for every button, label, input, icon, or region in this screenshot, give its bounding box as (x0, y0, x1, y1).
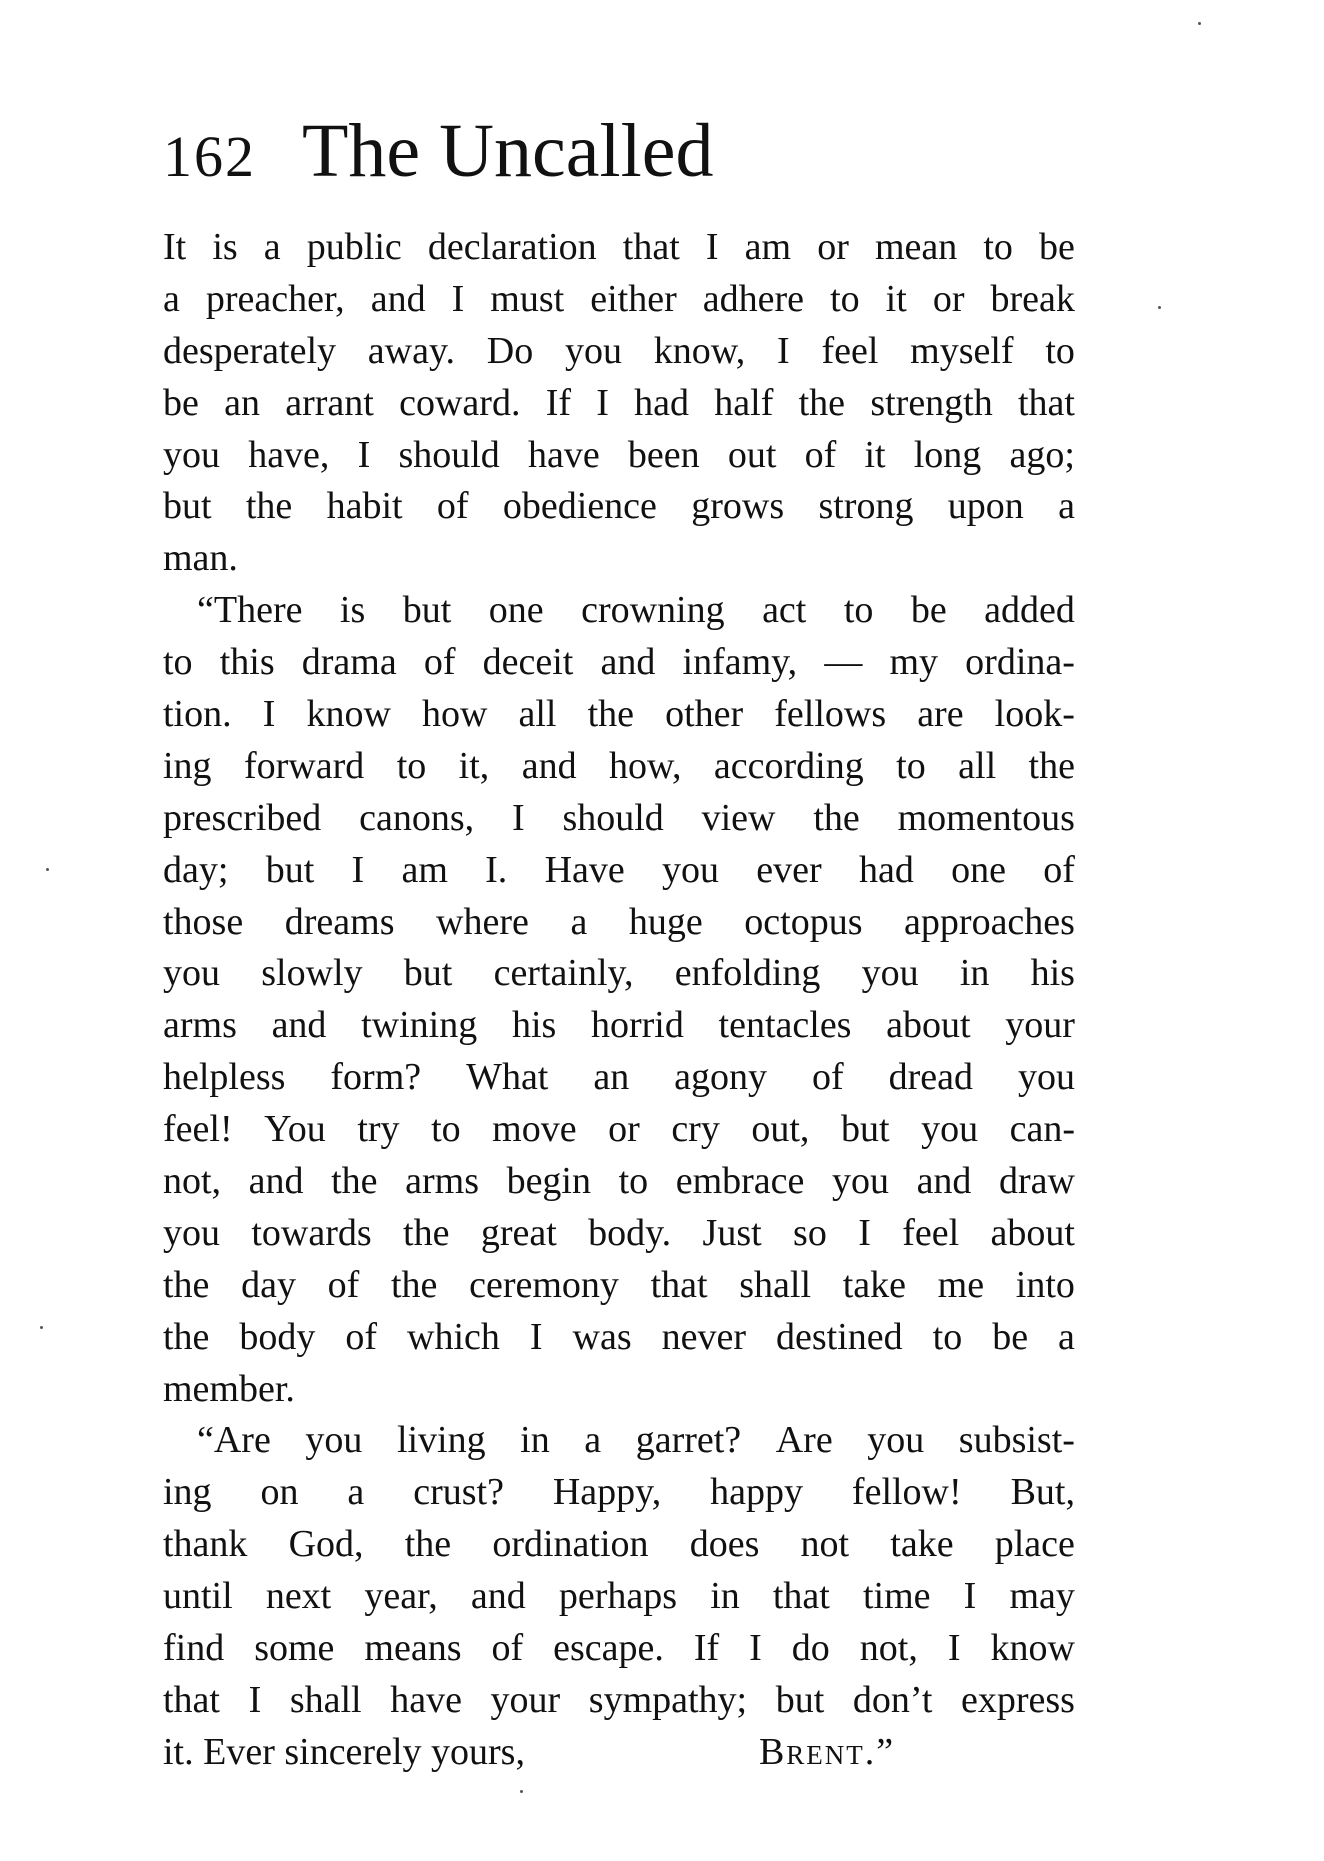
word: in (710, 1575, 740, 1618)
word: of (327, 1263, 360, 1306)
text-line (163, 1052, 1075, 1104)
word: been (627, 433, 700, 476)
text-line (163, 1260, 1075, 1312)
word: draw (999, 1160, 1075, 1203)
word: some (254, 1627, 335, 1670)
word: don’t (852, 1678, 933, 1721)
word: on (260, 1471, 299, 1514)
word: crust? (413, 1471, 504, 1514)
word: Are (775, 1419, 833, 1462)
text-line (163, 845, 1075, 897)
word: obedience (502, 485, 657, 528)
word: half (714, 381, 774, 424)
word: be (163, 381, 199, 424)
word: upon (947, 485, 1024, 528)
word: you (831, 1160, 889, 1203)
text-line (163, 222, 1075, 274)
word: agony (674, 1056, 768, 1099)
word: declaration (427, 226, 597, 268)
word: the (813, 796, 860, 839)
word: not, (163, 1160, 222, 1203)
word: and (470, 1575, 526, 1618)
word: coward. (399, 381, 521, 424)
word: are (917, 693, 964, 736)
word: until (163, 1575, 233, 1618)
word: according (713, 744, 864, 787)
word: but (163, 485, 212, 528)
word: you (163, 1211, 220, 1254)
word: canons, (359, 796, 475, 839)
word: so (793, 1211, 827, 1254)
word: where (436, 900, 529, 943)
word: to (618, 1160, 649, 1203)
running-title: The Uncalled (302, 109, 714, 193)
word: you (867, 1419, 925, 1462)
text-line (163, 1156, 1075, 1208)
word: take (842, 1263, 906, 1306)
word: does (689, 1523, 760, 1566)
word: helpless (163, 1056, 286, 1099)
text-line (163, 1415, 1075, 1467)
word: I (511, 796, 525, 839)
word: a (570, 900, 588, 943)
word: God, (288, 1523, 364, 1566)
word: an (224, 381, 260, 424)
word: What (466, 1056, 549, 1099)
word: this (219, 641, 275, 684)
word: of (491, 1627, 524, 1670)
word: of (804, 433, 837, 476)
word: place (994, 1523, 1075, 1566)
word: of (1043, 848, 1075, 891)
word: those (163, 900, 244, 943)
word: shall (289, 1678, 362, 1721)
word: either (590, 277, 677, 320)
word: his (1030, 952, 1075, 995)
word: you (305, 1419, 363, 1462)
word: me (937, 1263, 985, 1306)
word: means (364, 1627, 462, 1670)
word: your (1005, 1004, 1075, 1047)
word: break (990, 277, 1075, 320)
word: ago; (1009, 433, 1075, 476)
signature: Brent.” (758, 1730, 896, 1773)
word: myself (910, 329, 1014, 372)
word: you (163, 433, 220, 476)
word: and (916, 1160, 972, 1203)
word: to (896, 744, 926, 787)
word: If (693, 1627, 720, 1670)
word: momentous (897, 796, 1075, 839)
word: day (241, 1263, 296, 1306)
word: I (357, 433, 371, 476)
word: form? (330, 1056, 422, 1099)
word: I (963, 1575, 977, 1618)
word: escape. (553, 1627, 664, 1670)
word: crowning (581, 589, 725, 632)
word: but (265, 848, 315, 891)
word: am (401, 848, 448, 891)
word: that (1018, 381, 1075, 424)
word: subsist- (958, 1419, 1075, 1462)
word: horrid (590, 1004, 684, 1047)
word: sympathy; (588, 1678, 748, 1721)
word: cry (671, 1108, 720, 1151)
word: move (492, 1108, 577, 1151)
word: But, (1010, 1471, 1075, 1514)
word: express (960, 1678, 1075, 1721)
word: ing (163, 744, 212, 787)
word: garret? (635, 1419, 742, 1462)
word: how (421, 693, 488, 736)
word: be (1039, 226, 1075, 268)
word: his (511, 1004, 557, 1047)
word: and (521, 744, 577, 787)
word: arms (405, 1160, 479, 1203)
word: ceremony (469, 1263, 619, 1306)
word: huge (628, 900, 703, 943)
word: an (593, 1056, 630, 1099)
word: I (451, 277, 465, 320)
word: had (634, 381, 690, 424)
word: and (248, 1160, 304, 1203)
word: and (370, 277, 426, 320)
word: day; (163, 848, 229, 891)
word: to (431, 1108, 461, 1151)
word: a (263, 226, 281, 268)
word: fellows (774, 693, 887, 736)
word: shall (739, 1263, 812, 1306)
word: strong (818, 485, 914, 528)
word: that (163, 1678, 220, 1721)
word: of (345, 1315, 378, 1358)
word: not, (859, 1627, 918, 1670)
word: and (271, 1004, 327, 1047)
word: should (562, 796, 664, 839)
word: I (749, 1627, 762, 1670)
word: into (1015, 1263, 1075, 1306)
word: and (600, 641, 656, 684)
word: “Are (197, 1419, 271, 1462)
word: embrace (675, 1160, 805, 1203)
page-number: 162 (163, 124, 256, 189)
word: I. (485, 848, 508, 891)
closing-text: it. Ever sincerely yours, (163, 1730, 525, 1773)
word: the (403, 1211, 450, 1254)
text-line (163, 741, 1075, 793)
word: “There (197, 589, 303, 632)
text-line (163, 274, 1075, 326)
word: you (1017, 1056, 1075, 1099)
word: adhere (702, 277, 805, 320)
word: infamy, (682, 641, 798, 684)
word: the (331, 1160, 378, 1203)
body-text (163, 222, 1075, 1779)
word: you (861, 952, 919, 995)
word: of (423, 641, 456, 684)
text-line (163, 1519, 1075, 1571)
word: I (248, 1678, 262, 1721)
word: that (772, 1575, 830, 1618)
text-line (163, 481, 1075, 533)
text-line (163, 1000, 1075, 1052)
word: approaches (904, 900, 1075, 943)
word: arms (163, 1004, 237, 1047)
word: certainly, (493, 952, 634, 995)
word: the (163, 1315, 210, 1358)
word: or (932, 277, 965, 320)
word: to (843, 589, 874, 632)
text-line (163, 1571, 1075, 1623)
word: should (398, 433, 500, 476)
word: feel (821, 329, 879, 372)
word: I (351, 848, 365, 891)
word: try (357, 1108, 400, 1151)
word: know (306, 693, 391, 736)
word: or (817, 226, 849, 268)
text-line: man. (163, 537, 238, 580)
word: find (163, 1627, 225, 1670)
word: I (529, 1315, 543, 1358)
word: tion. (163, 693, 232, 736)
word: it (864, 433, 886, 476)
text-line (163, 1208, 1075, 1260)
word: body (239, 1315, 316, 1358)
word: happy (710, 1471, 803, 1514)
word: is (212, 226, 238, 268)
word: Happy, (552, 1471, 662, 1514)
text-line (163, 637, 1075, 689)
word: is (339, 589, 366, 632)
word: time (862, 1575, 931, 1618)
word: a (1058, 1315, 1075, 1358)
word: next (265, 1575, 332, 1618)
word: or (608, 1108, 640, 1151)
word: octopus (744, 900, 863, 943)
word: be (992, 1315, 1029, 1358)
word: habit (326, 485, 403, 528)
word: a (163, 277, 180, 320)
word: body. (588, 1211, 672, 1254)
word: the (245, 485, 293, 528)
word: have (528, 433, 600, 476)
word: Just (702, 1211, 762, 1254)
word: If (545, 381, 572, 424)
word: I (947, 1627, 961, 1670)
word: am (744, 226, 792, 268)
text-line (163, 793, 1075, 845)
word: take (890, 1523, 954, 1566)
word: — (824, 641, 863, 684)
word: all (958, 744, 997, 787)
text-line (163, 689, 1075, 741)
word: was (572, 1315, 632, 1358)
word: you (163, 952, 220, 995)
word: one (488, 589, 544, 632)
word: I (858, 1211, 871, 1254)
word: know, (653, 329, 746, 372)
word: fellow! (851, 1471, 962, 1514)
text-line (163, 326, 1075, 378)
word: the (163, 1263, 210, 1306)
word: Do (486, 329, 534, 372)
text-line (163, 1467, 1075, 1519)
word: to (983, 226, 1013, 268)
text-line (163, 1675, 1075, 1727)
word: other (665, 693, 744, 736)
closing-line (163, 1727, 1075, 1779)
word: the (798, 381, 846, 424)
word: arrant (285, 381, 374, 424)
word: one (951, 848, 1006, 891)
word: be (910, 589, 947, 632)
word: long (913, 433, 982, 476)
word: act (762, 589, 807, 632)
word: can- (1009, 1108, 1075, 1151)
text-line (163, 1623, 1075, 1675)
word: I (262, 693, 276, 736)
word: It (163, 226, 187, 268)
word: thank (163, 1523, 248, 1566)
scan-speck (40, 1326, 43, 1329)
word: great (480, 1211, 557, 1254)
text-line (163, 1312, 1075, 1364)
word: a (584, 1419, 602, 1462)
word: view (701, 796, 776, 839)
word: the (404, 1523, 452, 1566)
word: to (830, 277, 860, 320)
word: may (1009, 1575, 1075, 1618)
word: living (396, 1419, 486, 1462)
word: dread (888, 1056, 973, 1099)
word: desperately (163, 329, 337, 372)
word: you (662, 848, 720, 891)
word: I (596, 381, 609, 424)
word: out, (751, 1108, 810, 1151)
word: year, (364, 1575, 438, 1618)
word: my (889, 641, 939, 684)
word: it, (458, 744, 490, 787)
word: that (622, 226, 680, 268)
scan-speck (1198, 22, 1201, 25)
word: destined (776, 1315, 903, 1358)
word: look- (994, 693, 1075, 736)
word: towards (251, 1211, 372, 1254)
word: strength (870, 381, 993, 424)
word: had (858, 848, 914, 891)
word: begin (506, 1160, 591, 1203)
word: to (1045, 329, 1075, 372)
word: perhaps (558, 1575, 678, 1618)
word: which (407, 1315, 500, 1358)
word: but (402, 589, 452, 632)
word: mean (874, 226, 958, 268)
word: feel! (163, 1108, 233, 1151)
word: never (661, 1315, 747, 1358)
text-line: member. (163, 1367, 295, 1410)
word: in (959, 952, 990, 995)
word: but (840, 1108, 890, 1151)
page-header (163, 108, 713, 198)
word: away. (367, 329, 456, 372)
word: twining (361, 1004, 478, 1047)
word: slowly (261, 952, 363, 995)
text-line (163, 430, 1075, 482)
text-line (163, 378, 1075, 430)
word: but (775, 1678, 825, 1721)
word: your (490, 1678, 561, 1721)
word: of (436, 485, 469, 528)
word: of (811, 1056, 844, 1099)
word: know (990, 1627, 1075, 1670)
word: ing (163, 1471, 212, 1514)
text-line (163, 948, 1075, 1000)
word: public (306, 226, 402, 268)
scan-speck (520, 1790, 523, 1793)
word: have, (248, 433, 330, 476)
word: not (800, 1523, 850, 1566)
text-line (163, 585, 1075, 637)
word: that (650, 1263, 708, 1306)
word: the (1028, 744, 1075, 787)
word: ever (756, 848, 822, 891)
word: I (705, 226, 719, 268)
word: grows (691, 485, 785, 528)
word: have (390, 1678, 462, 1721)
word: in (520, 1419, 550, 1462)
text-line (163, 897, 1075, 949)
word: you (921, 1108, 979, 1151)
word: feel (902, 1211, 960, 1254)
word: the (390, 1263, 438, 1306)
word: prescribed (163, 796, 322, 839)
word: dreams (284, 900, 395, 943)
word: about (990, 1211, 1075, 1254)
word: but (403, 952, 453, 995)
word: how, (609, 744, 682, 787)
text-line (163, 1104, 1075, 1156)
word: enfolding (674, 952, 821, 995)
word: deceit (482, 641, 574, 684)
word: to (163, 641, 193, 684)
word: about (886, 1004, 971, 1047)
word: it (885, 277, 907, 320)
word: Have (544, 848, 625, 891)
word: all (518, 693, 557, 736)
word: out (727, 433, 777, 476)
word: tentacles (718, 1004, 852, 1047)
word: you (565, 329, 622, 372)
word: the (587, 693, 634, 736)
word: ordina- (965, 641, 1075, 684)
word: I (777, 329, 790, 372)
scan-speck (46, 868, 49, 871)
word: drama (301, 641, 397, 684)
word: added (984, 589, 1075, 632)
word: preacher, (205, 277, 345, 320)
word: do (791, 1627, 830, 1670)
word: forward (243, 744, 365, 787)
word: a (347, 1471, 365, 1514)
word: You (264, 1108, 326, 1151)
word: to (932, 1315, 963, 1358)
scan-speck (1158, 306, 1161, 309)
word: ordination (492, 1523, 649, 1566)
word: must (490, 277, 565, 320)
word: to (396, 744, 427, 787)
word: a (1058, 485, 1075, 528)
